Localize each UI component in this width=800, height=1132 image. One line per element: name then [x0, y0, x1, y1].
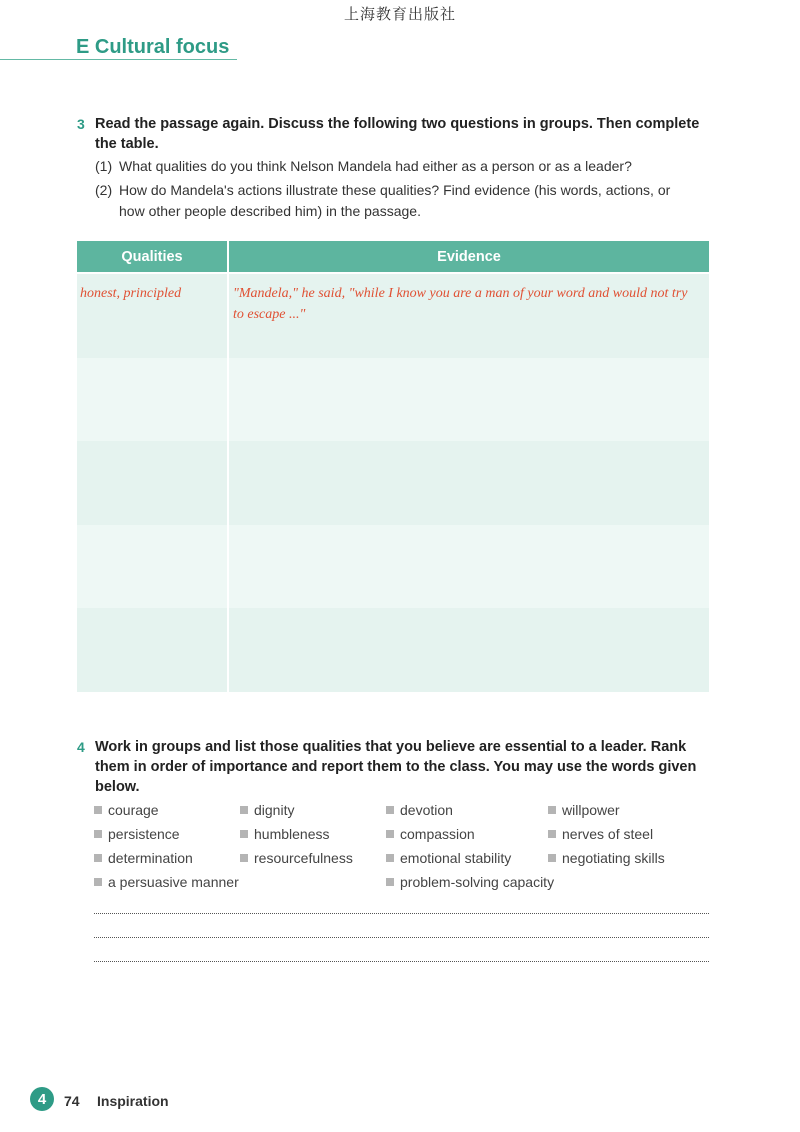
- qualities-evidence-table: [77, 241, 709, 692]
- word-item: nerves of steel: [548, 826, 653, 842]
- page-number: 74: [64, 1093, 80, 1109]
- word-item: compassion: [386, 826, 475, 842]
- bullet-square-icon: [94, 878, 102, 886]
- quality-cell[interactable]: honest, principled: [77, 274, 227, 358]
- table-row: [77, 608, 709, 692]
- bullet-square-icon: [240, 830, 248, 838]
- table-header-row: [77, 241, 709, 272]
- bullet-square-icon: [240, 806, 248, 814]
- evidence-cell[interactable]: [229, 441, 709, 525]
- bullet-square-icon: [94, 854, 102, 862]
- unit-title: Inspiration: [97, 1093, 169, 1109]
- qualities-header: Qualities: [77, 241, 227, 272]
- word-item: persistence: [94, 826, 180, 842]
- bullet-square-icon: [548, 830, 556, 838]
- bullet-square-icon: [386, 806, 394, 814]
- word-item: problem-solving capacity: [386, 874, 554, 890]
- word-item: a persuasive manner: [94, 874, 239, 890]
- task-4-number: 4: [77, 739, 85, 755]
- task-3-instruction: [95, 114, 735, 154]
- question-1-number: (1): [95, 158, 113, 174]
- task-3-instruction-line-1: Read the passage again. Discuss the following two questions in groups. Then complete: [95, 116, 700, 132]
- question-2-text: How do Mandela's actions illustrate these qualities? Find evidence (his words, actions, or how other people described him) in the passage.: [119, 182, 671, 219]
- bullet-square-icon: [386, 830, 394, 838]
- task-4-instruction-line-3: below.: [95, 779, 140, 795]
- table-row: [77, 358, 709, 442]
- word-item: willpower: [548, 802, 620, 818]
- question-1: [95, 156, 715, 178]
- evidence-cell[interactable]: [229, 608, 709, 692]
- bullet-square-icon: [386, 854, 394, 862]
- word-item: determination: [94, 850, 193, 866]
- word-item: negotiating skills: [548, 850, 665, 866]
- evidence-cell[interactable]: "Mandela," he said, "while I know you are a man of your word and would not try to escape ...": [229, 274, 709, 358]
- table-row: [77, 525, 709, 609]
- word-item: resourcefulness: [240, 850, 353, 866]
- answer-line[interactable]: [94, 937, 709, 938]
- section-underline: [0, 59, 237, 60]
- question-2-number: (2): [95, 182, 113, 198]
- evidence-header: Evidence: [229, 241, 709, 272]
- word-item: dignity: [240, 802, 294, 818]
- unit-badge: 4: [30, 1087, 54, 1111]
- answer-line[interactable]: [94, 961, 709, 962]
- word-item: emotional stability: [386, 850, 511, 866]
- bullet-square-icon: [548, 854, 556, 862]
- question-2: [95, 180, 715, 224]
- quality-cell[interactable]: [77, 608, 227, 692]
- task-4-instruction: [95, 737, 735, 797]
- question-1-text: What qualities do you think Nelson Mandela had either as a person or as a leader?: [119, 158, 632, 174]
- quality-cell[interactable]: [77, 358, 227, 442]
- bullet-square-icon: [386, 878, 394, 886]
- table-body: [77, 274, 709, 692]
- table-row: [77, 441, 709, 525]
- evidence-cell[interactable]: [229, 358, 709, 442]
- word-item: courage: [94, 802, 159, 818]
- section-title: E Cultural focus: [76, 36, 230, 58]
- evidence-cell[interactable]: [229, 525, 709, 609]
- table-row: [77, 274, 709, 358]
- publisher-header: 上海教育出版社: [343, 5, 456, 23]
- quality-cell[interactable]: [77, 525, 227, 609]
- answer-line[interactable]: [94, 913, 709, 914]
- task-4-instruction-line-1: Work in groups and list those qualities that you believe are essential to a leader. Rank: [95, 739, 687, 755]
- word-item: devotion: [386, 802, 453, 818]
- task-3-instruction-line-2: the table.: [95, 136, 159, 152]
- bullet-square-icon: [94, 806, 102, 814]
- bullet-square-icon: [548, 806, 556, 814]
- task-3-number: 3: [77, 116, 85, 132]
- task-4-instruction-line-2: them in order of importance and report them to the class. You may use the words given: [95, 759, 697, 775]
- bullet-square-icon: [240, 854, 248, 862]
- quality-cell[interactable]: [77, 441, 227, 525]
- bullet-square-icon: [94, 830, 102, 838]
- word-item: humbleness: [240, 826, 330, 842]
